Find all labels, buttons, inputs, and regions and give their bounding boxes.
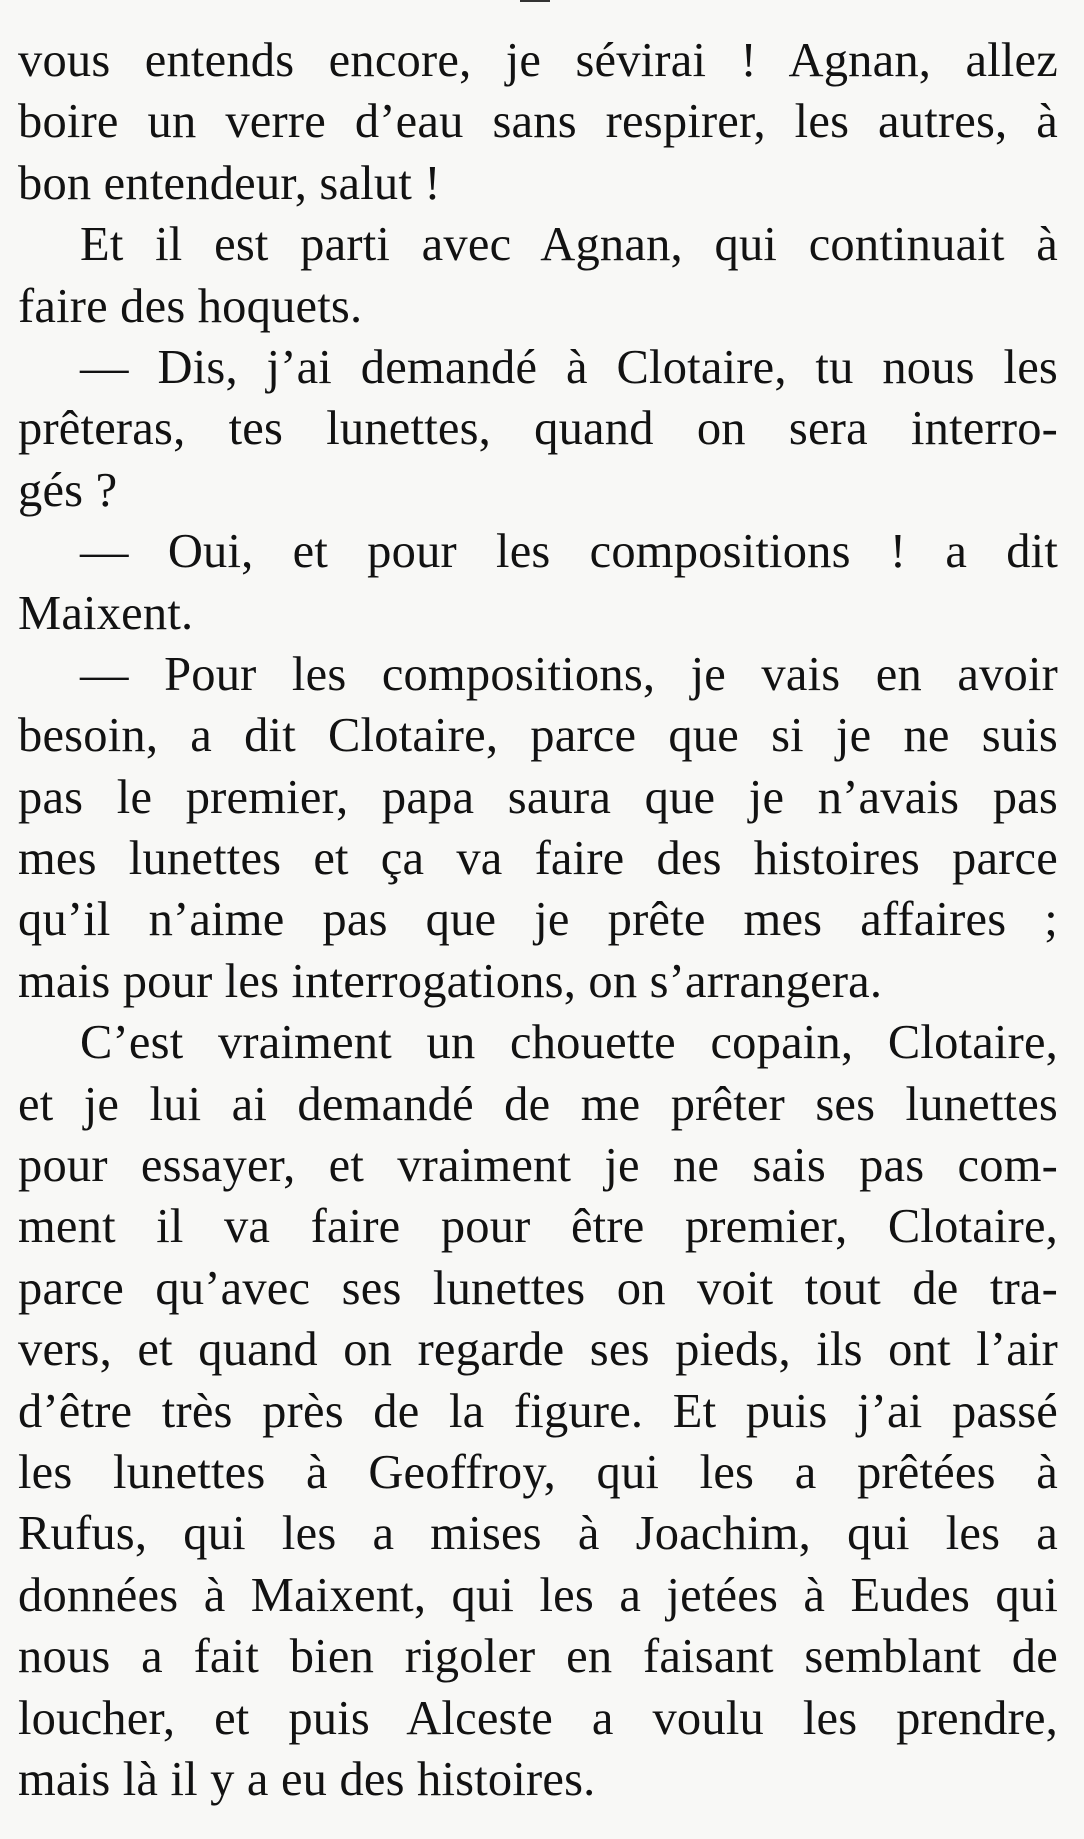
text-line: mais là il y a eu des histoires.: [18, 1752, 596, 1806]
text-line: — Dis, j’ai demandé à Clotaire, tu nous les: [80, 340, 1058, 394]
text-line: loucher, et puis Alceste a voulu les prendre,: [18, 1691, 1058, 1745]
text-line: qu’il n’aime pas que je prête mes affaires ;: [18, 893, 1058, 947]
text-line: — Pour les compositions, je vais en avoir: [80, 647, 1058, 701]
text-line: Rufus, qui les a mises à Joachim, qui les a: [18, 1507, 1058, 1561]
top-rule: [520, 0, 550, 2]
text-line: et je lui ai demandé de me prêter ses lunettes: [18, 1077, 1058, 1131]
text-line: C’est vraiment un chouette copain, Clotaire,: [80, 1016, 1058, 1070]
text-line: gés ?: [18, 463, 118, 517]
text-line: nous a fait bien rigoler en faisant semblant de: [18, 1630, 1058, 1684]
text-line: faire des hoquets.: [18, 279, 363, 333]
text-line: besoin, a dit Clotaire, parce que si je ne suis: [18, 709, 1058, 763]
text-line: vous entends encore, je sévirai ! Agnan, allez: [18, 34, 1058, 87]
text-line: boire un verre d’eau sans respirer, les autres, à: [18, 95, 1058, 149]
text-line: vers, et quand on regarde ses pieds, ils ont l’air: [18, 1323, 1058, 1377]
text-line: mais pour les interrogations, on s’arrangera.: [18, 954, 883, 1008]
text-line: pour essayer, et vraiment je ne sais pas com-: [18, 1139, 1058, 1193]
text-line: pas le premier, papa saura que je n’avais pas: [18, 770, 1058, 824]
text-line: d’être très près de la figure. Et puis j’ai passé: [18, 1384, 1058, 1438]
text-line: Et il est parti avec Agnan, qui continuait à: [80, 218, 1058, 272]
text-line: ment il va faire pour être premier, Clotaire,: [18, 1200, 1058, 1254]
text-line: données à Maixent, qui les a jetées à Eudes qui: [18, 1568, 1058, 1622]
text-line: les lunettes à Geoffroy, qui les a prêtées à: [18, 1445, 1058, 1499]
text-line: parce qu’avec ses lunettes on voit tout de tra-: [18, 1261, 1058, 1315]
page-text: [18, 30, 1058, 1810]
text-line: prêteras, tes lunettes, quand on sera interro-: [18, 402, 1058, 456]
text-line: mes lunettes et ça va faire des histoires parce: [18, 832, 1058, 886]
text-line: Maixent.: [18, 586, 194, 640]
text-line: bon entendeur, salut !: [18, 156, 441, 210]
text-line: — Oui, et pour les compositions ! a dit: [80, 525, 1058, 579]
